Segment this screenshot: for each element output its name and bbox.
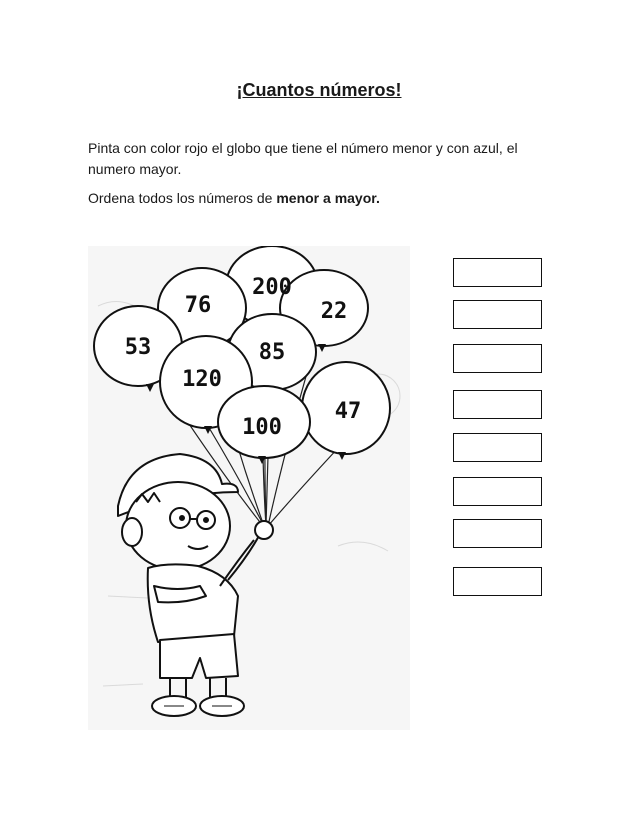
answer-box-2[interactable] xyxy=(453,300,542,329)
answer-box-8[interactable] xyxy=(453,567,542,596)
balloon-label-22: 22 xyxy=(320,299,348,324)
worksheet-title: ¡Cuantos números! xyxy=(236,80,402,100)
balloon-label-47: 47 xyxy=(334,399,362,424)
answer-box-4[interactable] xyxy=(453,390,542,419)
balloon-label-85: 85 xyxy=(258,340,286,365)
instruction-order-emphasis: menor a mayor. xyxy=(276,190,380,206)
balloon-label-53: 53 xyxy=(124,335,152,360)
balloon-label-100: 100 xyxy=(242,415,282,440)
answer-box-5[interactable] xyxy=(453,433,542,462)
answer-box-3[interactable] xyxy=(453,344,542,373)
instruction-order xyxy=(88,188,558,209)
balloon-label-120: 120 xyxy=(182,367,222,392)
balloons-illustration xyxy=(88,246,410,730)
answer-box-7[interactable] xyxy=(453,519,542,548)
balloon-label-200: 200 xyxy=(252,275,292,300)
answer-box-6[interactable] xyxy=(453,477,542,506)
instruction-color: Pinta con color rojo el globo que tiene el número menor y con azul, el numero mayor. xyxy=(88,140,518,177)
balloon-label-76: 76 xyxy=(184,293,212,318)
answer-box-1[interactable] xyxy=(453,258,542,287)
instruction-order-text: Ordena todos los números de xyxy=(88,190,277,206)
hand xyxy=(255,521,273,539)
